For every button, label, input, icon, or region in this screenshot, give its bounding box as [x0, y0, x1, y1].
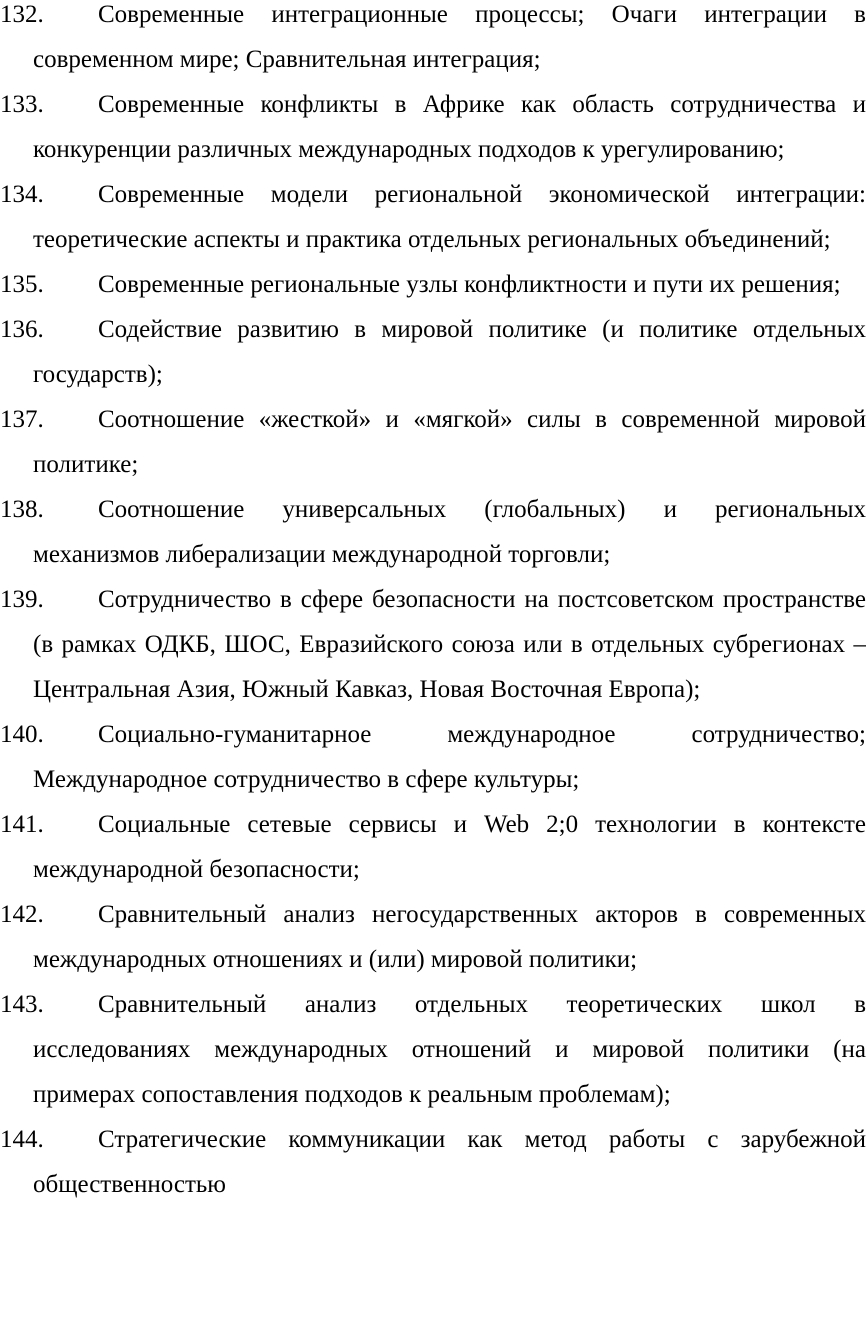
- item-number: 132.: [0, 1, 44, 28]
- list-item: [0, 82, 866, 172]
- list-item: [0, 982, 866, 1117]
- item-number: 142.: [0, 901, 44, 928]
- item-text: Современные региональные узлы конфликтности и пути их решения;: [98, 271, 841, 298]
- item-text: Сотрудничество в сфере безопасности на постсоветском пространстве (в рамках ОДКБ, ШОС, Евразийского союза или в отдельных субрегионах – Центральная Азия, Южный Кавказ, Новая Восточная Европа);: [33, 586, 866, 703]
- list-item: [0, 802, 866, 892]
- list-item: [0, 892, 866, 982]
- item-number: 138.: [0, 496, 44, 523]
- item-text: Содействие развитию в мировой политике (и политике отдельных государств);: [33, 316, 866, 388]
- item-number: 140.: [0, 721, 44, 748]
- list-item: [0, 172, 866, 262]
- item-text: Современные интеграционные процессы; Очаги интеграции в современном мире; Сравнительная интеграция;: [33, 1, 866, 73]
- item-number: 133.: [0, 91, 44, 118]
- list-item: [0, 577, 866, 712]
- list-item: [0, 712, 866, 802]
- list-item: [0, 397, 866, 487]
- item-number: 137.: [0, 406, 44, 433]
- item-text: Соотношение «жесткой» и «мягкой» силы в современной мировой политике;: [33, 406, 866, 478]
- list-item: [0, 487, 866, 577]
- item-text: Социальные сетевые сервисы и Web 2;0 технологии в контексте международной безопасности;: [33, 811, 866, 883]
- item-text: Социально-гуманитарное международное сотрудничество; Международное сотрудничество в сфере культуры;: [33, 721, 866, 793]
- item-number: 141.: [0, 811, 44, 838]
- item-number: 136.: [0, 316, 44, 343]
- item-text: Современные конфликты в Африке как область сотрудничества и конкуренции различных международных подходов к урегулированию;: [33, 91, 866, 163]
- item-number: 139.: [0, 586, 44, 613]
- item-text: Стратегические коммуникации как метод работы с зарубежной общественностью: [33, 1126, 866, 1198]
- list-item: [0, 262, 866, 307]
- list-item: [0, 1117, 866, 1207]
- list-item: [0, 307, 866, 397]
- item-text: Соотношение универсальных (глобальных) и региональных механизмов либерализации международной торговли;: [33, 496, 866, 568]
- item-text: Сравнительный анализ отдельных теоретических школ в исследованиях международных отношений и мировой политики (на примерах сопоставления подходов к реальным проблемам);: [33, 991, 866, 1108]
- item-text: Сравнительный анализ негосударственных акторов в современных международных отношениях и (или) мировой политики;: [33, 901, 866, 973]
- item-number: 135.: [0, 271, 44, 298]
- item-text: Современные модели региональной экономической интеграции: теоретические аспекты и практика отдельных региональных объединений;: [33, 181, 866, 253]
- item-number: 134.: [0, 181, 44, 208]
- item-number: 144.: [0, 1126, 44, 1153]
- list-item: [0, 0, 866, 82]
- item-number: 143.: [0, 991, 44, 1018]
